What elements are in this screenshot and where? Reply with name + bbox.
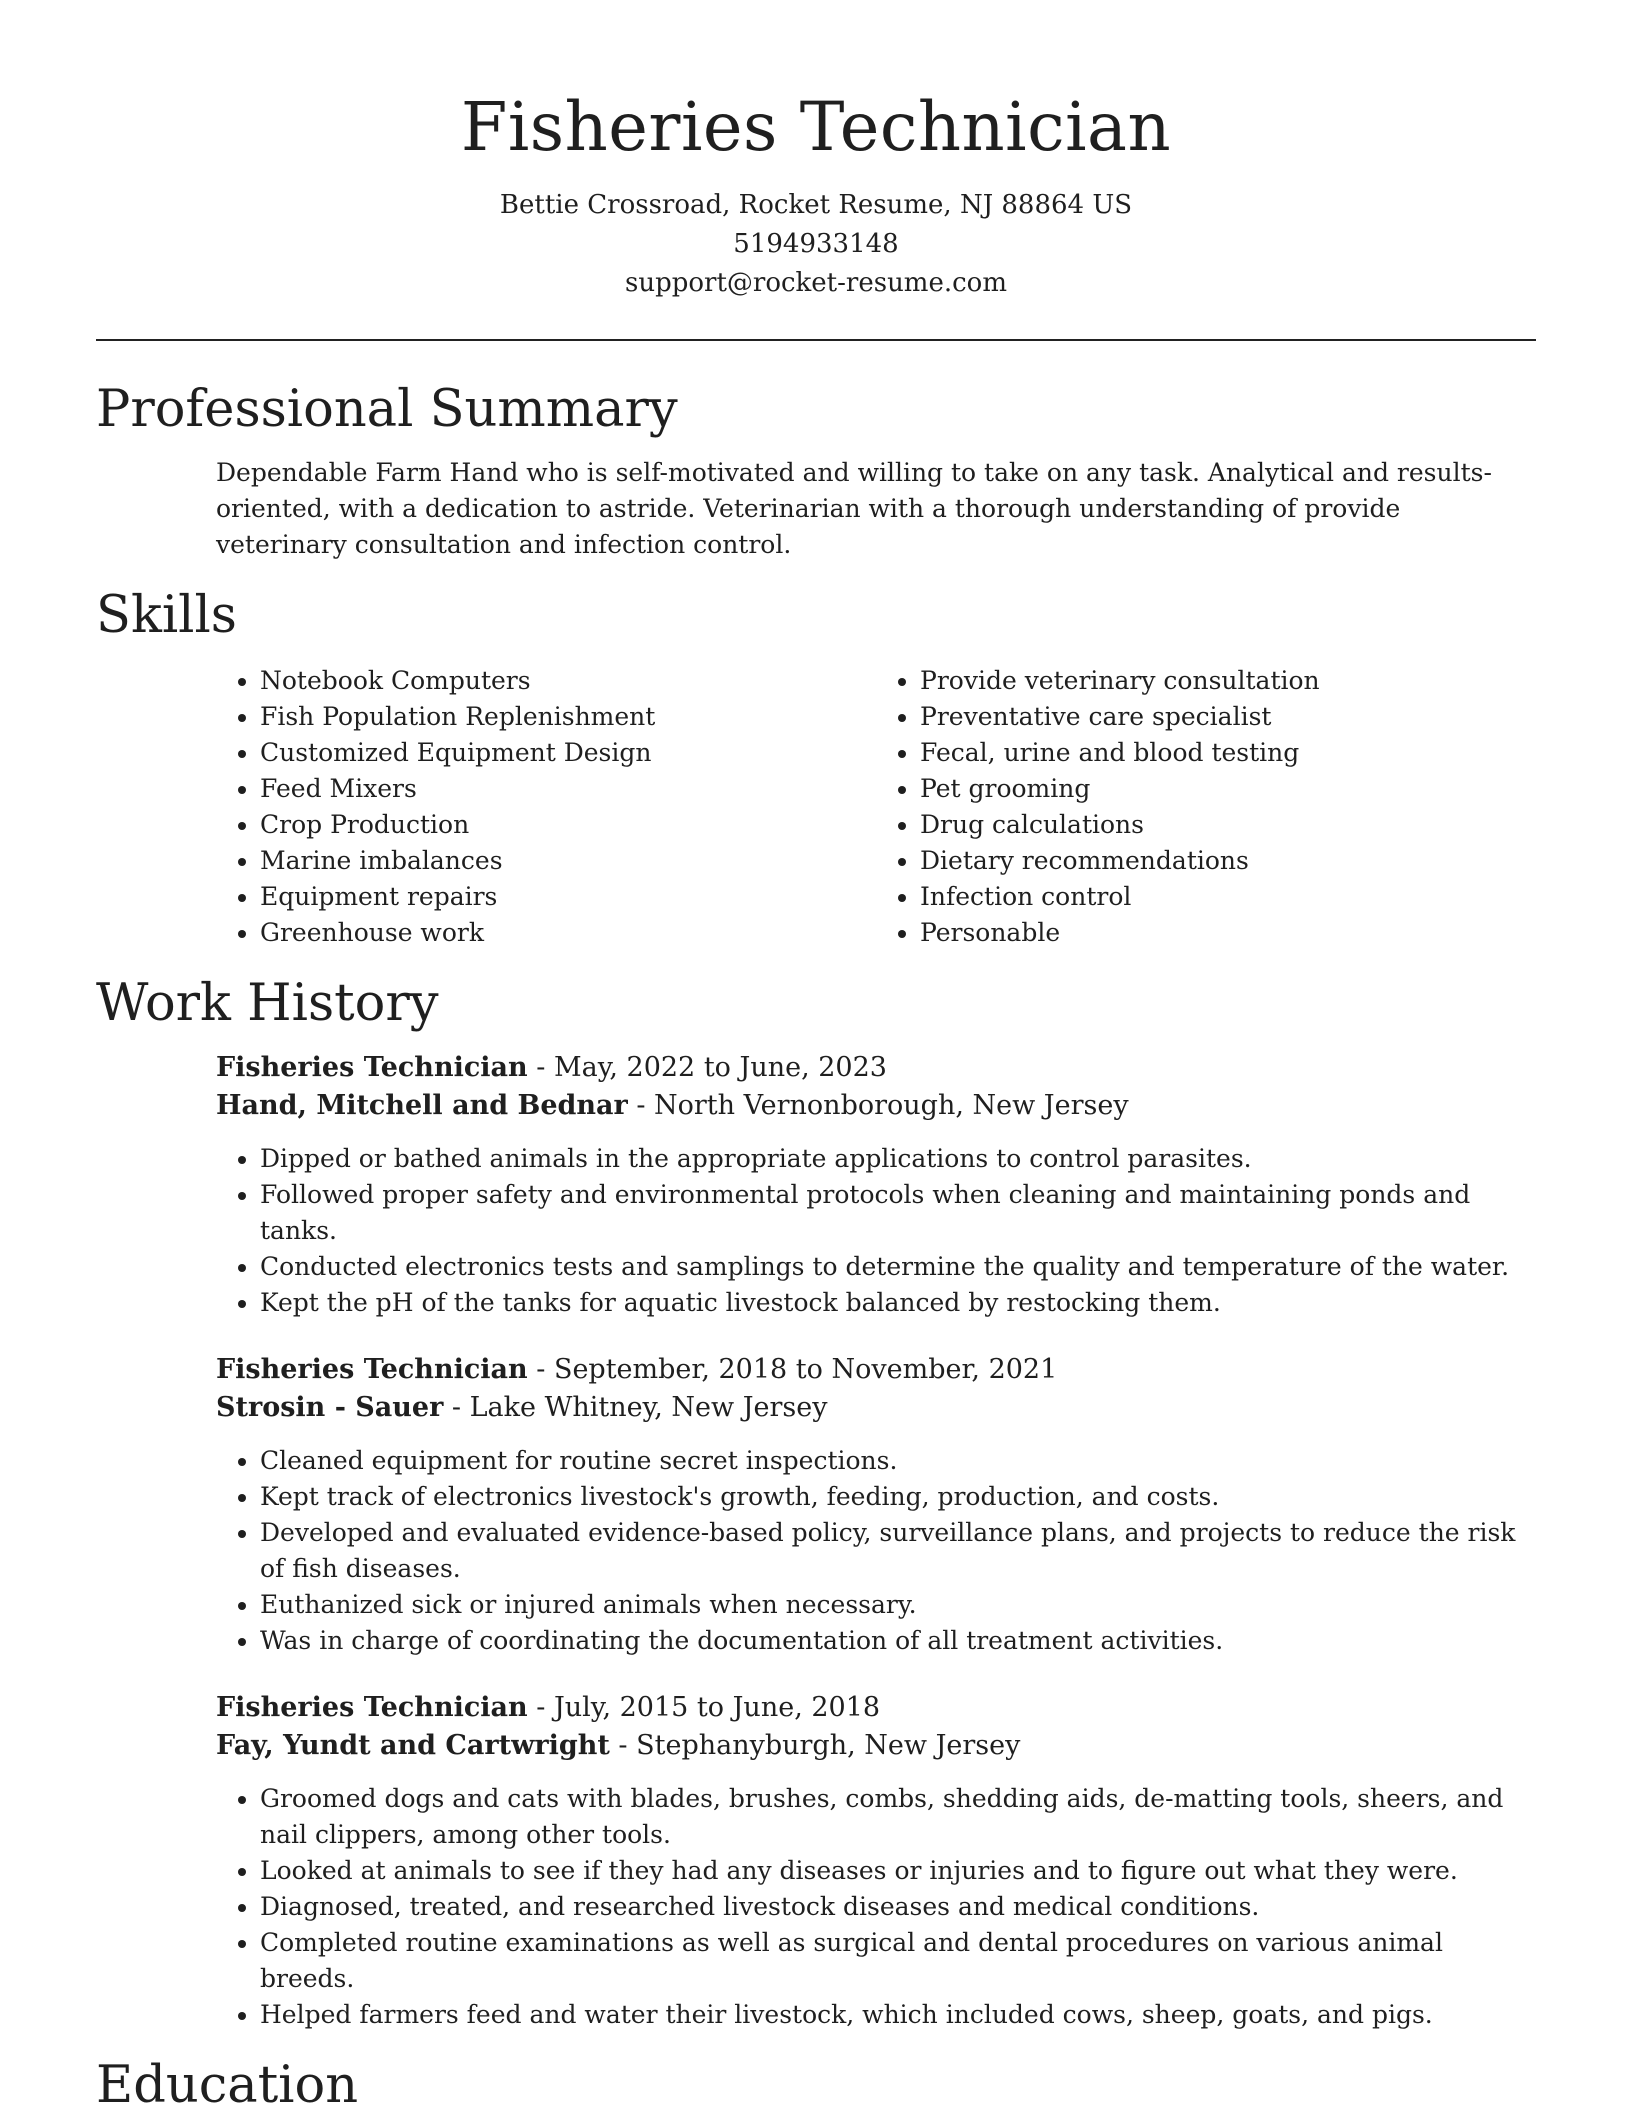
job-dates: - September, 2018 to November, 2021 [527, 1354, 1058, 1385]
education-section [96, 2055, 1536, 2117]
skill-item: • Feed Mixers [260, 771, 876, 807]
header-divider [96, 339, 1536, 341]
skill-item: • Provide veterinary consultation [920, 663, 1536, 699]
skill-item: • Equipment repairs [260, 879, 876, 915]
job-bullet: • Developed and evaluated evidence-based policy, surveillance plans, and projects to reduce the risk of fish diseases. [260, 1515, 1536, 1587]
skill-item: • Customized Equipment Design [260, 735, 876, 771]
education-heading: Education [96, 2056, 359, 2115]
job-company: Strosin - Sauer [216, 1392, 444, 1423]
summary-text: Dependable Farm Hand who is self-motivated and willing to take on any task. Analytical and results-oriented, with a dedication to astride. Veterinarian with a thorough understanding of provide veterinary consultation and infection control. [216, 458, 1492, 559]
job-entry [216, 1689, 1536, 2033]
job-company: Fay, Yundt and Cartwright [216, 1730, 610, 1761]
job-title: Fisheries Technician [216, 1692, 528, 1723]
summary-heading: Professional Summary [96, 380, 678, 439]
skill-item: • Notebook Computers [260, 663, 876, 699]
job-entry [216, 1351, 1536, 1659]
job-bullets [216, 1443, 1536, 1659]
job-bullet: • Helped farmers feed and water their livestock, which included cows, sheep, goats, and pigs. [260, 1997, 1536, 2033]
job-bullet: • Completed routine examinations as well as surgical and dental procedures on various animal breeds. [260, 1925, 1536, 1997]
job-bullet: • Dipped or bathed animals in the appropriate applications to control parasites. [260, 1141, 1536, 1177]
skill-item: • Greenhouse work [260, 915, 876, 951]
job-company: Hand, Mitchell and Bednar [216, 1090, 628, 1121]
skill-item: • Fecal, urine and blood testing [920, 735, 1536, 771]
job-title: Fisheries Technician [216, 1052, 528, 1083]
skill-item: • Dietary recommendations [920, 843, 1536, 879]
work-history-section [96, 973, 1536, 2033]
skill-item: • Pet grooming [920, 771, 1536, 807]
job-company-line [216, 1727, 1536, 1765]
job-location: - North Vernonborough, New Jersey [627, 1090, 1129, 1121]
contact-block [96, 186, 1536, 303]
summary-section [96, 379, 1536, 563]
job-title-line [216, 1049, 1536, 1087]
job-company-line [216, 1087, 1536, 1125]
skills-columns [216, 663, 1536, 951]
skill-item: • Marine imbalances [260, 843, 876, 879]
skills-list-right [876, 663, 1536, 951]
skill-item: • Personable [920, 915, 1536, 951]
job-dates: - May, 2022 to June, 2023 [527, 1052, 887, 1083]
job-bullet: • Kept the pH of the tanks for aquatic livestock balanced by restocking them. [260, 1285, 1536, 1321]
job-bullet: • Cleaned equipment for routine secret inspections. [260, 1443, 1536, 1479]
contact-address: Bettie Crossroad, Rocket Resume, NJ 88864 US [499, 190, 1133, 220]
job-bullet: • Diagnosed, treated, and researched livestock diseases and medical conditions. [260, 1889, 1536, 1925]
skill-item: • Crop Production [260, 807, 876, 843]
skill-item: • Fish Population Replenishment [260, 699, 876, 735]
skills-list-left [216, 663, 876, 951]
skill-item: • Drug calculations [920, 807, 1536, 843]
contact-email: support@rocket-resume.com [624, 268, 1007, 298]
job-bullet: • Euthanized sick or injured animals when necessary. [260, 1587, 1536, 1623]
job-title-line [216, 1351, 1536, 1389]
job-title-line [216, 1689, 1536, 1727]
contact-phone: 5194933148 [733, 229, 899, 259]
skill-item: • Infection control [920, 879, 1536, 915]
job-location: - Lake Whitney, New Jersey [443, 1392, 828, 1423]
job-bullet: • Followed proper safety and environmental protocols when cleaning and maintaining ponds and tanks. [260, 1177, 1536, 1249]
job-dates: - July, 2015 to June, 2018 [527, 1692, 881, 1723]
job-bullets [216, 1141, 1536, 1321]
work-history-heading: Work History [96, 974, 439, 1033]
resume-page [96, 0, 1536, 2117]
job-bullet: • Groomed dogs and cats with blades, brushes, combs, shedding aids, de-matting tools, sheers, and nail clippers, among other tools. [260, 1781, 1536, 1853]
job-company-line [216, 1389, 1536, 1427]
job-title: Fisheries Technician [216, 1354, 528, 1385]
job-bullet: • Kept track of electronics livestock's growth, feeding, production, and costs. [260, 1479, 1536, 1515]
job-bullets [216, 1781, 1536, 2033]
resume-title: Fisheries Technician [460, 88, 1172, 166]
job-bullet: • Was in charge of coordinating the documentation of all treatment activities. [260, 1623, 1536, 1659]
skills-section [96, 585, 1536, 951]
job-entry [216, 1049, 1536, 1321]
job-bullet: • Looked at animals to see if they had any diseases or injuries and to figure out what they were. [260, 1853, 1536, 1889]
job-location: - Stephanyburgh, New Jersey [609, 1730, 1021, 1761]
skill-item: • Preventative care specialist [920, 699, 1536, 735]
job-bullet: • Conducted electronics tests and samplings to determine the quality and temperature of the water. [260, 1249, 1536, 1285]
skills-heading: Skills [96, 586, 237, 645]
